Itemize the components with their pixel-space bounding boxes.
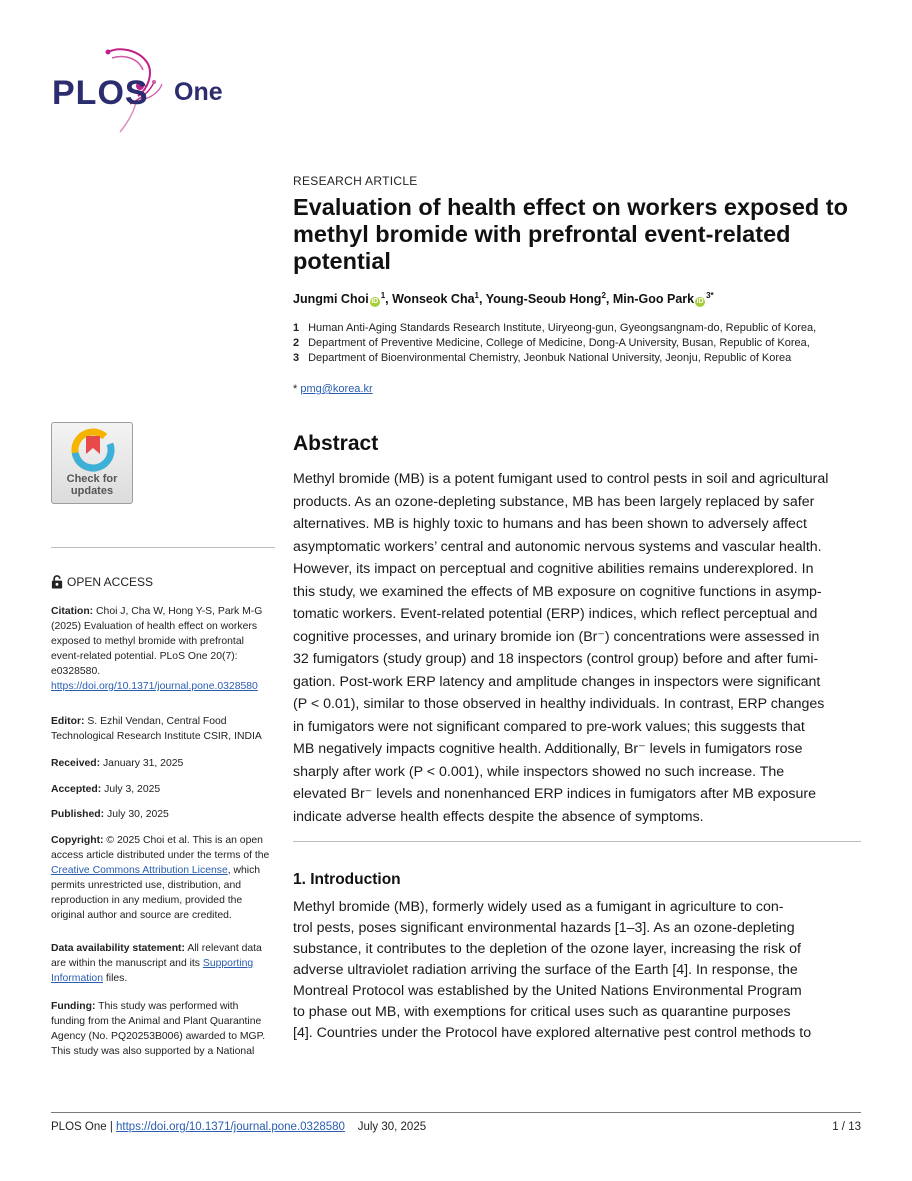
affiliation-item (293, 351, 873, 366)
article-title: Evaluation of health effect on workers exposed to methyl bromide with prefrontal event-related potential (293, 194, 848, 274)
check-for-updates-label (52, 473, 132, 497)
intro-line: Methyl bromide (MB), formerly widely used as a fumigant in agriculture to con- (293, 899, 784, 915)
citation-block (51, 604, 271, 694)
author-name[interactable]: Min-Goo Park (612, 292, 695, 307)
affiliation-item (293, 321, 873, 336)
copyright-label: Copyright: (51, 835, 104, 846)
badge-line-1: Check for (66, 473, 118, 485)
abstract-line: MB negatively impacts cognitive health. Additionally, Br⁻ levels in fumigators rose (293, 741, 803, 757)
logo-one-text: One (174, 78, 223, 106)
corresponding-author (293, 383, 373, 395)
editor-text: S. Ezhil Vendan, Central Food Technological Research Institute CSIR, INDIA (51, 716, 262, 742)
abstract-line: tomatic workers. Event-related potential (ERP) indices, which reflect perceptual and (293, 606, 818, 622)
abstract-line: this study, we examined the effects of MB exposure on cognitive functions in asymp- (293, 583, 822, 600)
footer-journal: PLOS One (51, 1121, 107, 1133)
abstract-line: cognitive processes, and urinary bromide ion (Br⁻) concentrations were assessed in (293, 628, 820, 645)
intro-line: adverse ultraviolet radiation arriving the surface of the Earth [4]. In response, the (293, 962, 798, 978)
corresponding-email-link[interactable]: pmg@korea.kr (300, 383, 373, 395)
author-separator: , (605, 292, 613, 307)
intro-line: to phase out MB, with exemptions for critical uses such as quarantine purposes (293, 1004, 791, 1020)
corresponding-marker: * (293, 383, 301, 395)
citation-text: Choi J, Cha W, Hong Y-S, Park M-G (2025) Evaluation of health effect on workers exposed to methyl bromide with prefrontal event-related potential. PLoS One 20(7): e0328580. (51, 606, 263, 677)
abstract-line: products. As an ozone-depleting substance, MB has been largely replaced by safer (293, 493, 815, 510)
author-separator: , (385, 292, 393, 307)
intro-line: substance, it contributes to the depletion of the ozone layer, increasing the risk of (293, 941, 801, 957)
author-affil-sup: 1 (474, 291, 479, 300)
abstract-line: indicate adverse health effects despite the absence of symptoms. (293, 808, 704, 825)
copyright-block (51, 833, 271, 923)
data-availability-text-end: files. (105, 973, 128, 984)
abstract-line: alternatives. MB is highly toxic to humans and has been shown to adversely affect (293, 516, 807, 532)
intro-line: [4]. Countries under the Protocol have explored alternative pest control methods to (293, 1025, 812, 1041)
citation-label: Citation: (51, 606, 94, 617)
abstract-line: 32 fumigators (study group) and 18 inspectors (control group) before and after fumi- (293, 651, 819, 667)
affiliation-text: Department of Bioenvironmental Chemistry, Jeonbuk National University, Jeonju, Republic of Korea (308, 352, 792, 364)
sidebar-divider (51, 547, 275, 548)
footer-citation (51, 1121, 426, 1133)
author-name[interactable]: Jungmi Choi (293, 292, 369, 307)
published-date: July 30, 2025 (107, 809, 169, 820)
funding-label: Funding: (51, 1001, 96, 1012)
author-name[interactable]: Young-Seoub Hong (485, 292, 602, 307)
footer-doi-link[interactable]: https://doi.org/10.1371/journal.pone.0328580 (116, 1121, 345, 1133)
abstract-line: (P < 0.01), similar to those observed in healthy individuals. In contrast, ERP changes (293, 696, 825, 712)
affiliation-number: 1 (293, 322, 300, 334)
affiliation-item (293, 336, 873, 351)
abstract-heading: Abstract (293, 432, 379, 455)
cc-license-link[interactable]: Creative Commons Attribution License (51, 865, 228, 876)
open-access-label (51, 575, 153, 589)
introduction-body (293, 897, 861, 1044)
copyright-text-continued: , which permits unrestricted use, distribution, and reproduction in any medium, provided the original author and source are credited. (51, 865, 261, 921)
abstract-line: Methyl bromide (MB) is a potent fumigant used to control pests in soil and agricultural (293, 471, 829, 487)
accepted-date: July 3, 2025 (104, 784, 161, 795)
article-type: RESEARCH ARTICLE (293, 174, 418, 188)
accepted-block (51, 782, 271, 797)
funding-block (51, 999, 271, 1059)
published-block (51, 807, 271, 822)
intro-line: trol pests, poses significant environmental hazards [1–3]. As an ozone-depleting (293, 920, 795, 936)
intro-line: Montreal Protocol was established by the United Nations Environmental Program (293, 983, 802, 999)
open-access-text: OPEN ACCESS (67, 575, 154, 589)
affiliations (293, 321, 873, 366)
received-block (51, 756, 271, 771)
abstract-line: gation. Post-work ERP latency and amplitude changes in inspectors were significant (293, 673, 821, 690)
author-list (293, 291, 853, 307)
abstract-line: sharply after work (P < 0.001), while inspectors showed no such increase. The (293, 763, 785, 780)
abstract-line: asymptomatic workers’ central and autonomic nervous systems and vascular health. (293, 538, 822, 555)
orcid-icon[interactable]: iD (371, 298, 379, 306)
page-number: 1 / 13 (832, 1121, 861, 1133)
supporting-information-link[interactable]: Supporting Information (51, 958, 254, 984)
abstract-body (293, 468, 861, 828)
citation-doi-link[interactable]: https://doi.org/10.1371/journal.pone.0328580 (51, 681, 258, 692)
abstract-line: in fumigators were not significant compared to pre-work values; this suggests that (293, 718, 805, 735)
badge-line-2: updates (70, 485, 114, 497)
logo-plos-text: PLOS (52, 74, 149, 112)
author-affil-sup: 1 (380, 291, 386, 300)
affiliation-number: 2 (293, 337, 300, 349)
footer-separator: | (106, 1121, 117, 1133)
abstract-line: elevated Br⁻ levels and nonenhanced ERP indices in fumigators after MB exposure (293, 786, 817, 802)
data-availability-block (51, 941, 271, 986)
affiliation-text: Department of Preventive Medicine, College of Medicine, Dong-A University, Busan, Republic of Korea, (308, 337, 810, 349)
author-affil-sup: 2 (601, 291, 606, 300)
published-label: Published: (51, 809, 105, 820)
received-label: Received: (51, 758, 101, 769)
affiliation-text: Human Anti-Aging Standards Research Institute, Uiryeong-gun, Gyeongsangnam-do, Republic of Korea, (308, 322, 817, 334)
data-availability-text: All relevant data are within the manuscript and its (51, 943, 262, 969)
author-name[interactable]: Wonseok Cha (392, 292, 475, 307)
introduction-heading: 1. Introduction (293, 871, 401, 888)
footer-divider (51, 1112, 861, 1113)
orcid-icon[interactable]: iD (696, 298, 704, 306)
abstract-line: However, its impact on perceptual and cognitive abilities remains underexplored. In (293, 561, 814, 577)
affiliation-number: 3 (293, 352, 300, 364)
plos-one-logo (50, 44, 240, 134)
data-availability-label: Data availability statement: (51, 943, 185, 954)
accepted-label: Accepted: (51, 784, 102, 795)
check-for-updates-button[interactable] (51, 422, 133, 504)
copyright-text: © 2025 Choi et al. This is an open access article distributed under the terms of the (51, 835, 270, 861)
received-date: January 31, 2025 (102, 758, 184, 769)
editor-block (51, 714, 271, 744)
editor-label: Editor: (51, 716, 85, 727)
open-lock-icon (51, 575, 63, 589)
footer-date: July 30, 2025 (357, 1121, 427, 1133)
funding-text: This study was performed with funding from the Animal and Plant Quarantine Agency (No. PQ20253B006) awarded to MGP. This study was also supported by a National (51, 1001, 266, 1057)
abstract-divider (293, 841, 861, 842)
author-affil-sup: 3* (706, 291, 714, 300)
crossmark-icon (71, 428, 115, 472)
author-separator: , (478, 292, 486, 307)
